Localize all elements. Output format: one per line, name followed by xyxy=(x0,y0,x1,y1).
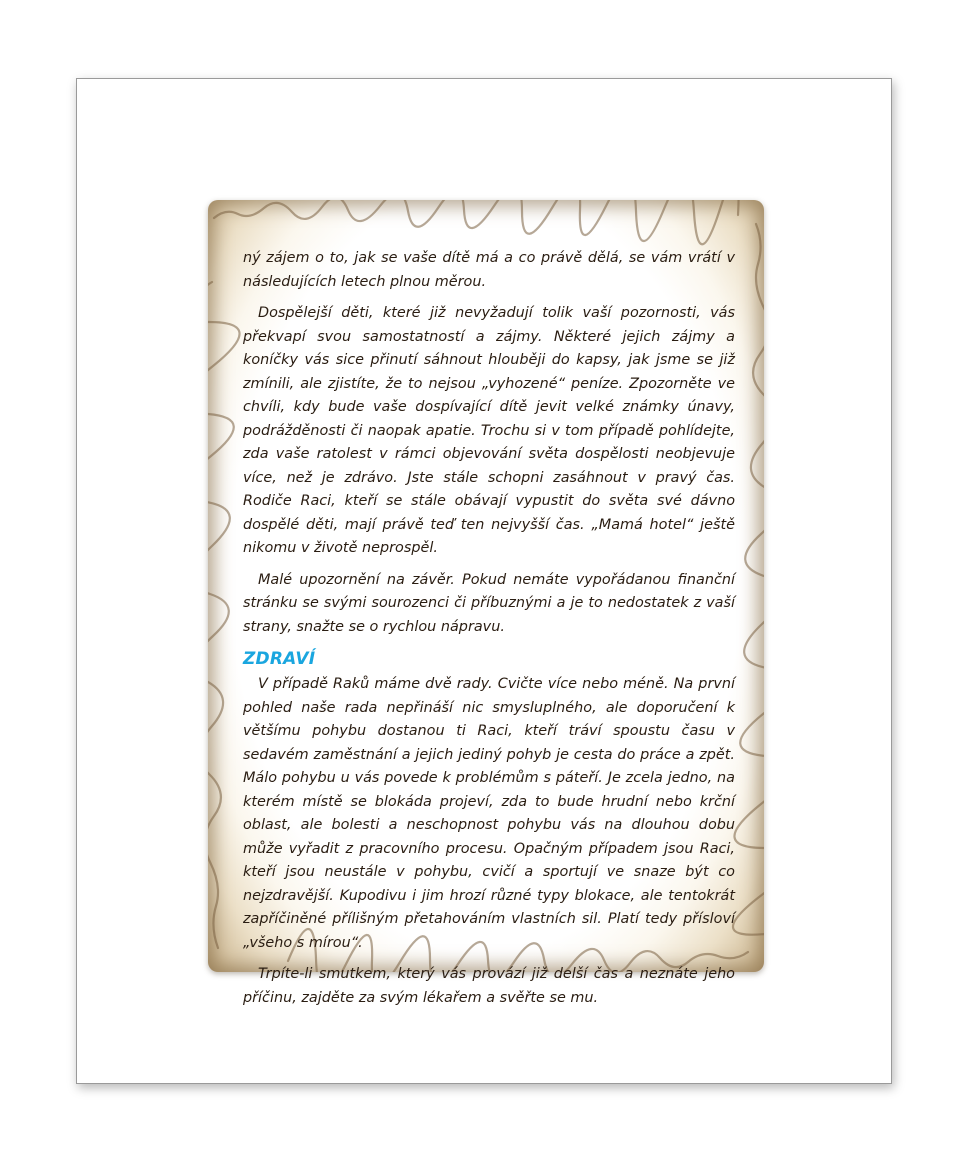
paragraph: Dospělejší děti, které již nevyžadují tolik vaší pozornosti, vás překvapí svou samostatností a zájmy. Některé jejich zájmy a koníčky vás sice přinutí sáhnout hlouběji do kapsy, jak jsme se již zmínili, ale zjistíte, že to nejsou „vyhozené“ peníze. Zpozorněte ve chvíli, kdy bude vaše dospívající dítě jevit velké známky únavy, podrážděnosti či naopak apatie. Trochu si v tom případě pohlídejte, zda vaše ratolest v rámci objevování světa dospělosti neobjevuje více, než je zdrávo. Jste stále schopni zasáhnout v pravý čas. Rodiče Raci, kteří se stále obávají vypustit do světa své dávno dospělé děti, mají právě teď ten nejvyšší čas. „Mamá hotel“ ještě nikomu v životě neprospěl. xyxy=(243,305,735,556)
paragraph: Malé upozornění na závěr. Pokud nemáte vypořádanou finanční stránku se svými sourozenci či příbuznými a je to nedostatek z vaší strany, snažte se o rychlou nápravu. xyxy=(243,571,735,635)
body-text xyxy=(243,247,735,1018)
section-heading: ZDRAVÍ xyxy=(243,649,316,669)
paragraph: Trpíte-li smutkem, který vás provází již delší čas a neznáte jeho příčinu, zajděte za svým lékařem a svěřte se mu. xyxy=(243,966,735,1006)
paragraph: ný zájem o to, jak se vaše dítě má a co právě dělá, se vám vrátí v následujících letech plnou měrou. xyxy=(243,250,735,290)
paragraph: V případě Raků máme dvě rady. Cvičte více nebo méně. Na první pohled naše rada nepřináší nic smysluplného, ale doporučení k většímu pohybu dostanou ti Raci, kteří tráví spoustu času v sedavém zaměstnání a jejich jediný pohyb je cesta do práce a zpět. Málo pohybu u vás povede k problémům s páteří. Je zcela jedno, na kterém místě se blokáda projeví, zda to bude hrudní nebo krční oblast, ale bolesti a neschopnost pohybu vás na dlouhou dobu může vyřadit z pracovního procesu. Opačným případem jsou Raci, kteří jsou neustále v pohybu, cvičí a sportují ve snaze být co nejzdravější. Kupodivu i jim hrozí různé typy blokace, ale tentokrát zapříčiněné přílišným přetahováním vlastních sil. Platí tedy přísloví „všeho s mírou“. xyxy=(243,676,735,951)
